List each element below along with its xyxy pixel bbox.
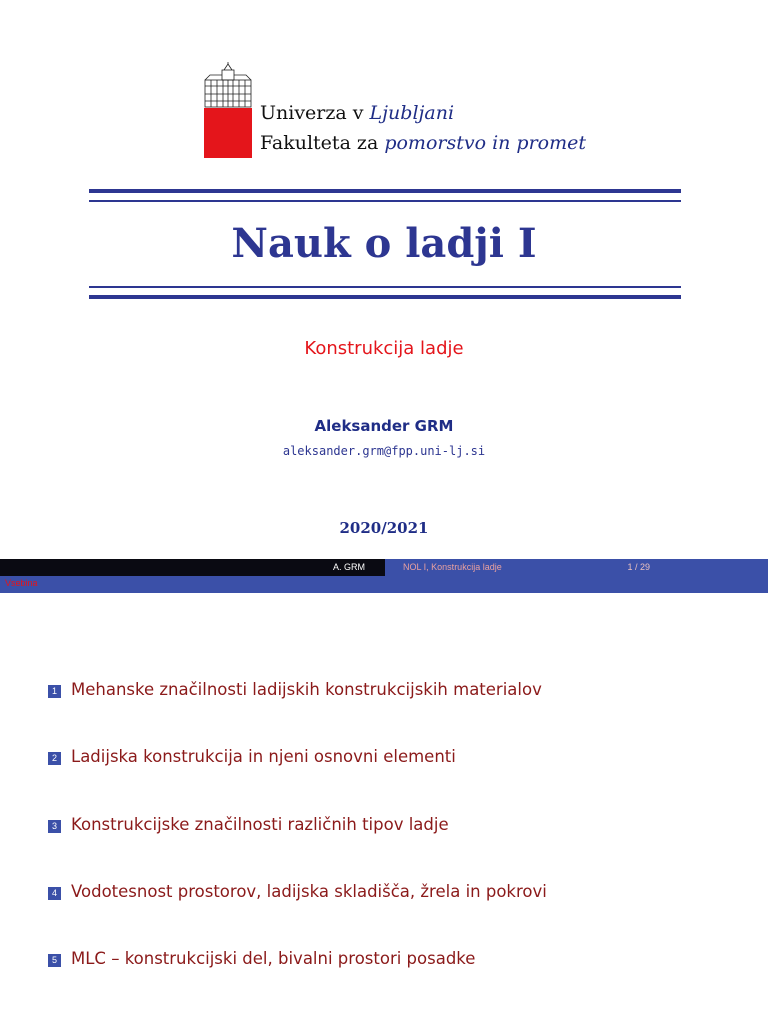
footer-title-block: [385, 559, 768, 576]
slide-subtitle: Konstrukcija ladje: [304, 338, 464, 359]
university-logo: [202, 62, 586, 162]
title-rule-bottom-thick: [89, 295, 681, 299]
university-building-icon: [202, 62, 254, 108]
faculty-prefix: Fakulteta za: [260, 132, 379, 154]
toc-item[interactable]: [48, 747, 456, 766]
slide-title: Nauk o ladji I: [231, 220, 537, 267]
toc-number: 2: [48, 752, 61, 765]
footer-page-number: 1 / 29: [627, 562, 650, 572]
author-email[interactable]: aleksander.grm@fpp.uni-lj.si: [282, 444, 486, 458]
university-prefix: Univerza v: [260, 102, 364, 124]
title-rule-top-thick: [89, 189, 681, 193]
toc-number: 5: [48, 954, 61, 967]
toc-number: 3: [48, 820, 61, 833]
toc-number: 1: [48, 685, 61, 698]
toc-label: Vodotesnost prostorov, ladijska skladišča, žrela in pokrovi: [71, 882, 547, 901]
toc-number: 4: [48, 887, 61, 900]
footer-author: A. GRM: [0, 559, 385, 576]
toc-item[interactable]: [48, 949, 475, 968]
contents-slide: [0, 576, 768, 1024]
faculty-name-text: pomorstvo in promet: [384, 132, 586, 154]
toc-item[interactable]: [48, 882, 547, 901]
footer-short-title: NOL I, Konstrukcija ladje: [403, 562, 502, 572]
toc-label: Konstrukcijske značilnosti različnih tipov ladje: [71, 815, 449, 834]
toc-label: Mehanske značilnosti ladijskih konstrukcijskih materialov: [71, 680, 542, 699]
author-name: Aleksander GRM: [314, 417, 454, 435]
section-title: Vsebina: [5, 578, 38, 588]
academic-year: 2020/2021: [339, 519, 429, 537]
university-name: [260, 102, 454, 124]
section-header: [0, 576, 768, 593]
toc-item[interactable]: [48, 680, 542, 699]
university-city: Ljubljani: [369, 102, 455, 124]
toc-label: MLC – konstrukcijski del, bivalni prostori posadke: [71, 949, 476, 968]
logo-red-block: [204, 108, 252, 158]
slide-footer: [0, 559, 768, 576]
toc-item[interactable]: [48, 815, 449, 834]
title-rule-bottom-thin: [89, 286, 681, 288]
title-rule-top-thin: [89, 200, 681, 202]
toc-label: Ladijska konstrukcija in njeni osnovni elementi: [71, 747, 456, 766]
faculty-name: [260, 132, 586, 154]
